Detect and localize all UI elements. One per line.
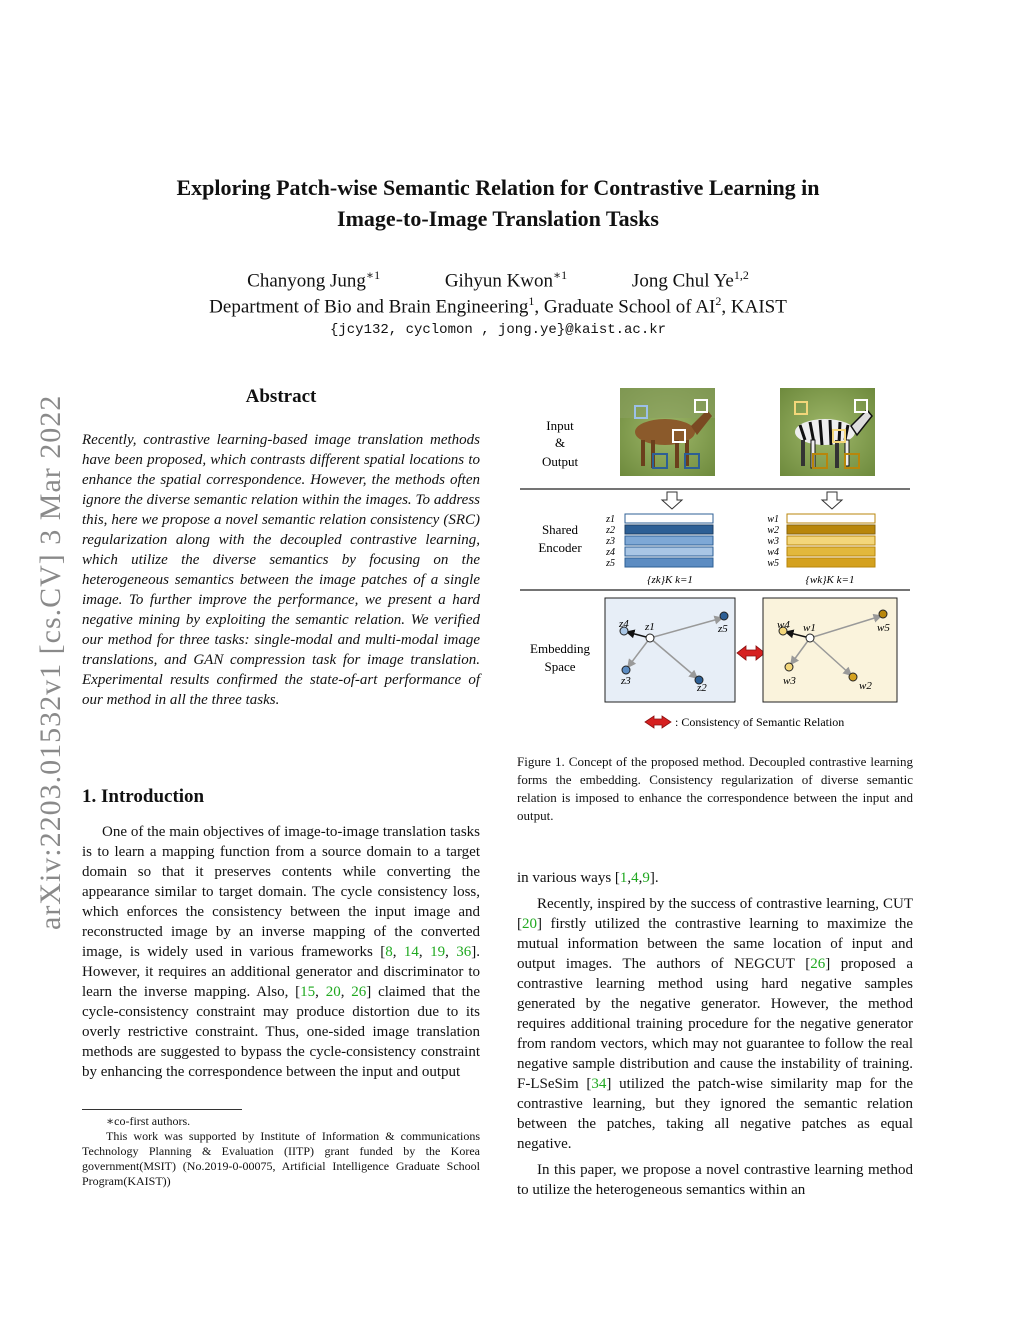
w-label: w5 [877,622,890,634]
figure-legend: : Consistency of Semantic Relation [675,715,845,729]
paper-title [80,172,916,234]
arxiv-stamp: arXiv:2203.01532v1 [cs.CV] 3 Mar 2022 [34,394,67,930]
footnote-rule [82,1109,242,1110]
w-label: w4 [777,619,790,631]
w-set-label: {wk}K k=1 [805,574,855,586]
abstract-text: Recently, contrastive learning-based image translation methods have been proposed, which contrasts different spatial locations to enhance the spatial correspondence. However, the methods often ignore the diverse semantic relation within the images. To address this, here we propose a novel semantic relation consistency (SRC) regularization along with the decoupled contrastive learning, which utilize the diverse semantics by focusing on the heterogeneous semantics between the image patches of a single image. To further improve the performance, we present a hard negative mining by exploiting the semantic relation. We verified our method for three tasks: single-modal and multi-modal image translations, and GAN compression task for image translation. Experimental results confirmed the state-of-art performance of our method in all the three tasks. [82,432,480,708]
title-line-2: Image-to-Image Translation Tasks [337,206,659,231]
author: Chanyong Jung$^{∗1}$ [247,268,381,292]
z-label: z1 [645,621,655,633]
down-arrow-icon [662,492,682,509]
paragraph: Recently, inspired by the success of contrastive learning, CUT [20] firstly utilized the contrastive learning to maximize the mutual information between the same location of input and output images. The authors of NEGCUT [26] proposed a contrastive learning method using hard negative samples generated by the negative generator. However, the method requires additional training procedure for the negative generator from random vectors, which may not guarantee to follow the real negative sample distribution and cause the instability of training. F-LSeSim [34] utilized the patch-wise similarity map for the contrastive learning, but they ignored the semantic relation between the patches, taking all negative patches as equal negative. [517,896,913,1152]
title-line-1: Exploring Patch-wise Semantic Relation for Contrastive Learning in [176,175,820,200]
z-label: z5 [606,558,615,569]
z-label: z4 [606,547,615,558]
intro-heading: 1. Introduction [82,786,205,807]
w-label: w2 [767,525,779,536]
w-label: w4 [767,547,779,558]
citation-link[interactable]: 15 [300,984,316,1000]
citation-link[interactable]: 20 [325,984,341,1000]
footnote: This work was supported by Institute of Information & communications Technology Planning & Evaluation (IITP) grant funded by the Korea government(MSIT) (No.2019-0-00075, Artificial Intelligence Graduate School Program(KAIST)) [82,1129,480,1188]
z-set-label: {zk}K k=1 [647,574,693,586]
z-feature-stack [625,514,713,567]
figure-1 [515,380,915,740]
w-label: w5 [767,558,779,569]
citation-link[interactable]: 36 [456,944,472,960]
z-label: z5 [718,623,728,635]
w-label: w2 [859,680,872,692]
row-label: & [554,435,566,450]
citation-link[interactable]: 20 [522,916,537,932]
citation-link[interactable]: 19 [430,944,446,960]
w-label: w1 [803,622,816,634]
citation-link[interactable]: 8 [385,944,393,960]
zebra-output-image [780,388,875,476]
row-label: Embedding [530,641,590,656]
paragraph: In this paper, we propose a novel contrastive learning method to utilize the heterogeneous semantics within an [517,1162,913,1198]
w-feature-stack [787,514,875,567]
horse-input-image [620,388,715,476]
row-label: Shared [541,522,579,537]
z-label: z3 [621,675,631,687]
consistency-arrow-icon [737,646,765,660]
footnote: ∗co-first authors. [106,1114,191,1128]
row-label: Output [541,454,579,469]
intro-paragraph: One of the main objectives of image-to-image translation tasks is to learn a mapping function from a source domain to a target domain so that it preserves contents while converting the appearance similar to target domain. The cycle consistency loss, which enforces the consistency between the input image and reconstructed image by an inverse mapping of the converted image, is widely used in various frameworks [8, 14, 19, 36]. However, it requires an additional generator and discriminator to learn the inverse mapping. Also, [15, 20, 26] claimed that the cycle-consistency constraint may produce distortion due to its overly restrictive constraint. Thus, one-sided image translation methods are suggested to bypass the cycle-consistency constraint by enhancing the correspondence between the input and output [82,824,481,1080]
z-label: z2 [606,525,615,536]
z-label: z1 [606,514,615,525]
paragraph: in various ways [1,4,9]. [517,870,659,886]
author-emails: {jcy132, cyclomon , jong.ye}@kaist.ac.kr [329,322,667,338]
citation-link[interactable]: 14 [403,944,419,960]
abstract-heading: Abstract [245,386,317,407]
row-label: Encoder [538,540,582,555]
citation-link[interactable]: 34 [591,1076,607,1092]
legend-arrow-icon [645,716,671,728]
row-label: Space [544,659,576,674]
down-arrow-icon [822,492,842,509]
author-list [80,268,916,292]
w-label: w1 [767,514,779,525]
intro-text [82,822,480,1082]
citation-link[interactable]: 26 [810,956,826,972]
citation-link[interactable]: 1 [619,870,628,886]
z-label: z3 [606,536,615,547]
w-label: w3 [783,675,796,687]
z-label: z2 [697,682,707,694]
row-label: Input [546,418,574,433]
z-label: z4 [619,618,629,630]
footnotes [82,1114,480,1189]
citation-link[interactable]: 4 [631,870,639,886]
affiliation: Department of Bio and Brain Engineering$^1$, Graduate School of $AI^2$, KAIST [209,294,787,318]
figure-caption: Figure 1. Concept of the proposed method. Decoupled contrastive learning forms the embedding. Consistency regularization of diverse semantic relation is imposed to enhance the correspondence between the input and output. [517,754,913,823]
citation-link[interactable]: 9 [642,870,650,886]
author: Gihyun Kwon$^{∗1}$ [444,268,568,292]
author: Jong Chul Ye$^{1,2}$ [631,268,749,292]
w-label: w3 [767,536,779,547]
citation-link[interactable]: 26 [351,984,367,1000]
right-column-text [517,868,913,1206]
